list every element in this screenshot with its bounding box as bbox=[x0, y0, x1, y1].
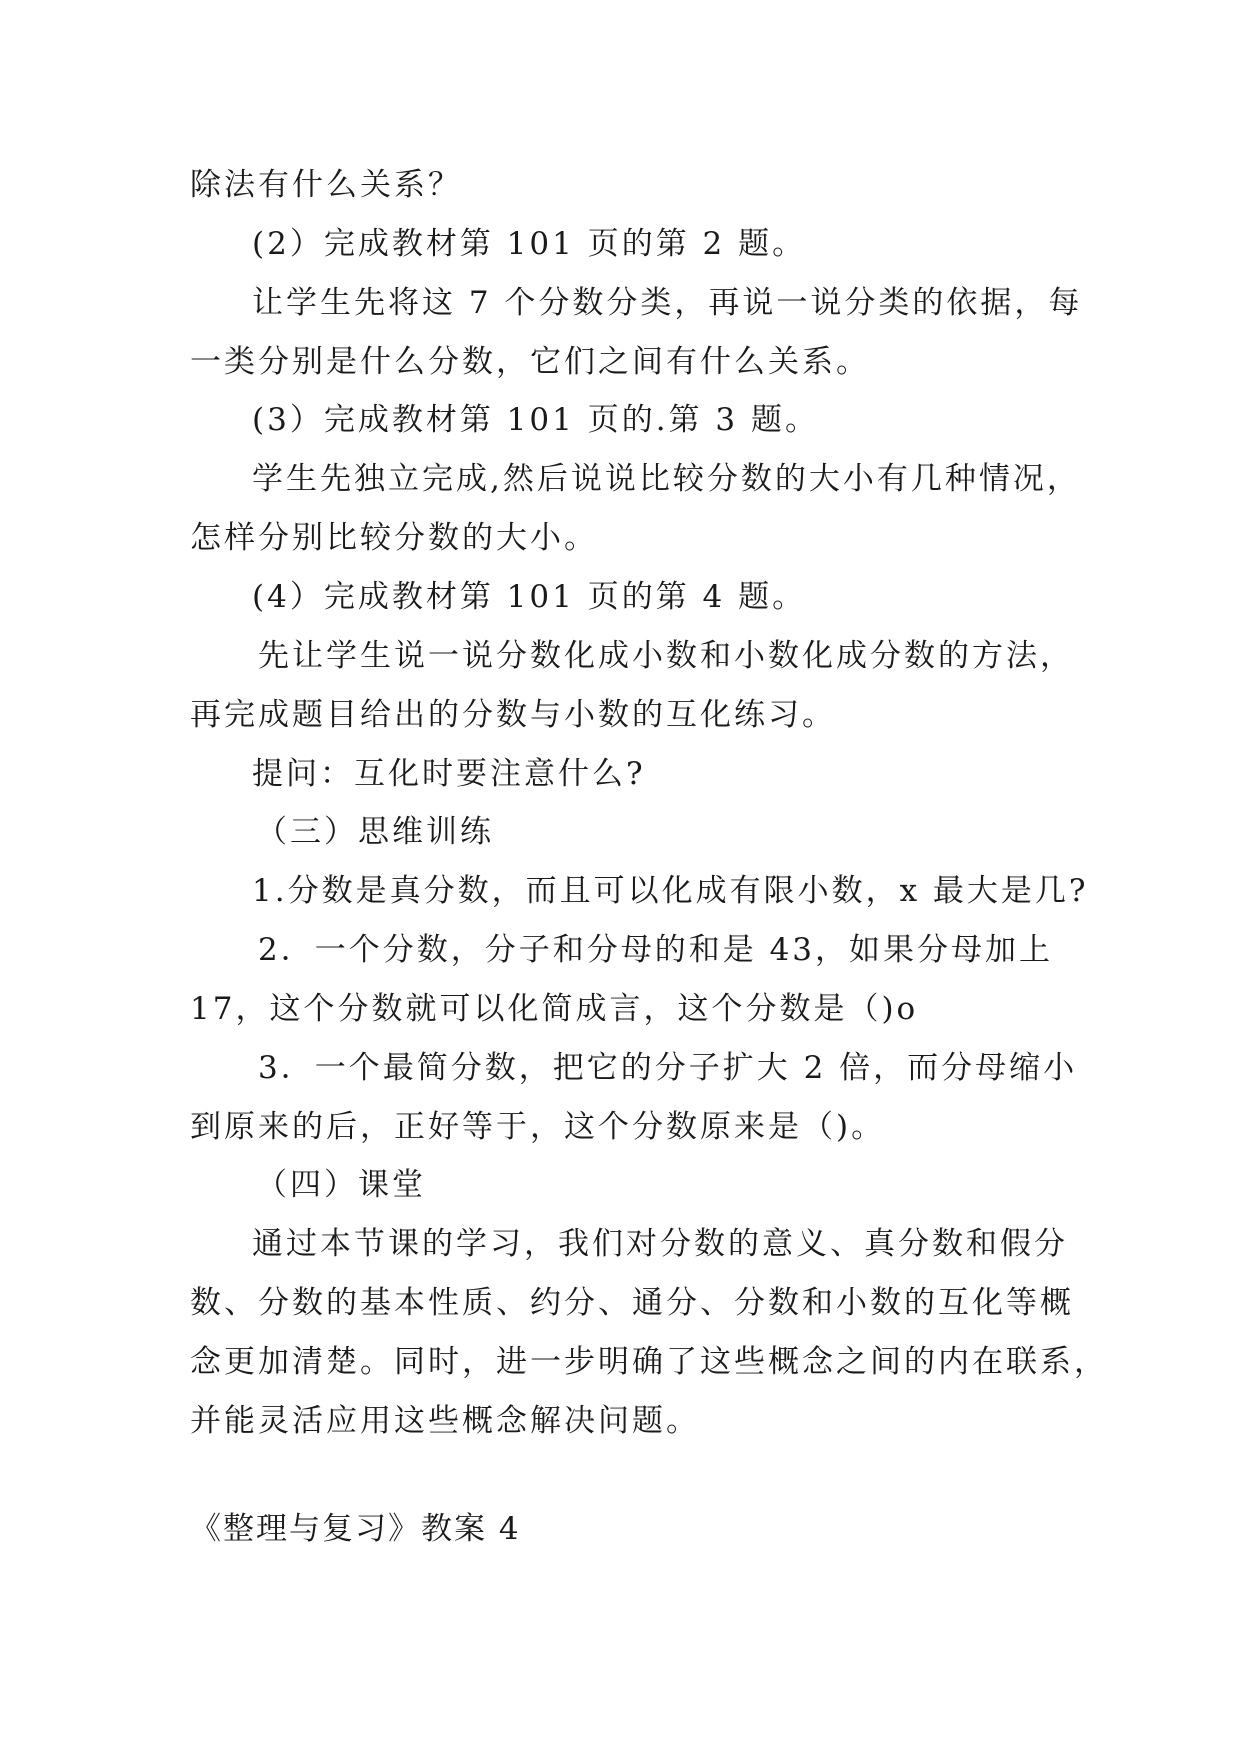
paragraph-line: 先让学生说一说分数化成小数和小数化成分数的方法， bbox=[258, 638, 1074, 674]
paragraph-line: (4）完成教材第 101 页的第 4 题。 bbox=[252, 579, 807, 615]
paragraph-line: 除法有什么关系？ bbox=[190, 167, 462, 203]
paragraph-line: 数、分数的基本性质、约分、通分、分数和小数的互化等概 bbox=[190, 1285, 1074, 1321]
paragraph-line: 通过本节课的学习，我们对分数的意义、真分数和假分 bbox=[252, 1226, 1068, 1262]
section-heading: （三）思维训练 bbox=[256, 814, 494, 850]
paragraph-line: 念更加清楚。同时，进一步明确了这些概念之间的内在联系， bbox=[190, 1344, 1108, 1380]
paragraph-line: (2）完成教材第 101 页的第 2 题。 bbox=[252, 226, 807, 262]
paragraph-line: 怎样分别比较分数的大小。 bbox=[190, 520, 598, 556]
paragraph-line: 17，这个分数就可以化简成言，这个分数是（)o bbox=[190, 991, 919, 1027]
document-title: 《整理与复习》教案 4 bbox=[190, 1511, 521, 1547]
paragraph-line: 3．一个最简分数，把它的分子扩大 2 倍，而分母缩小 bbox=[258, 1050, 1078, 1086]
paragraph-line: 再完成题目给出的分数与小数的互化练习。 bbox=[190, 697, 836, 733]
paragraph-line: 到原来的后，正好等于，这个分数原来是（)。 bbox=[190, 1109, 886, 1145]
section-heading: （四）课堂 bbox=[256, 1167, 426, 1203]
paragraph-line: 一类分别是什么分数，它们之间有什么关系。 bbox=[190, 344, 870, 380]
paragraph-line: 1.分数是真分数，而且可以化成有限小数，x 最大是几? bbox=[252, 873, 1089, 909]
paragraph-line: 并能灵活应用这些概念解决问题。 bbox=[190, 1403, 700, 1439]
paragraph-line: (3）完成教材第 101 页的.第 3 题。 bbox=[252, 402, 819, 438]
paragraph-line: 让学生先将这 7 个分数分类，再说一说分类的依据，每 bbox=[252, 285, 1083, 321]
paragraph-line: 2．一个分数，分子和分母的和是 43，如果分母加上 bbox=[258, 932, 1054, 968]
paragraph-line: 学生先独立完成,然后说说比较分数的大小有几种情况， bbox=[252, 461, 1081, 497]
paragraph-line: 提问：互化时要注意什么? bbox=[252, 756, 646, 792]
